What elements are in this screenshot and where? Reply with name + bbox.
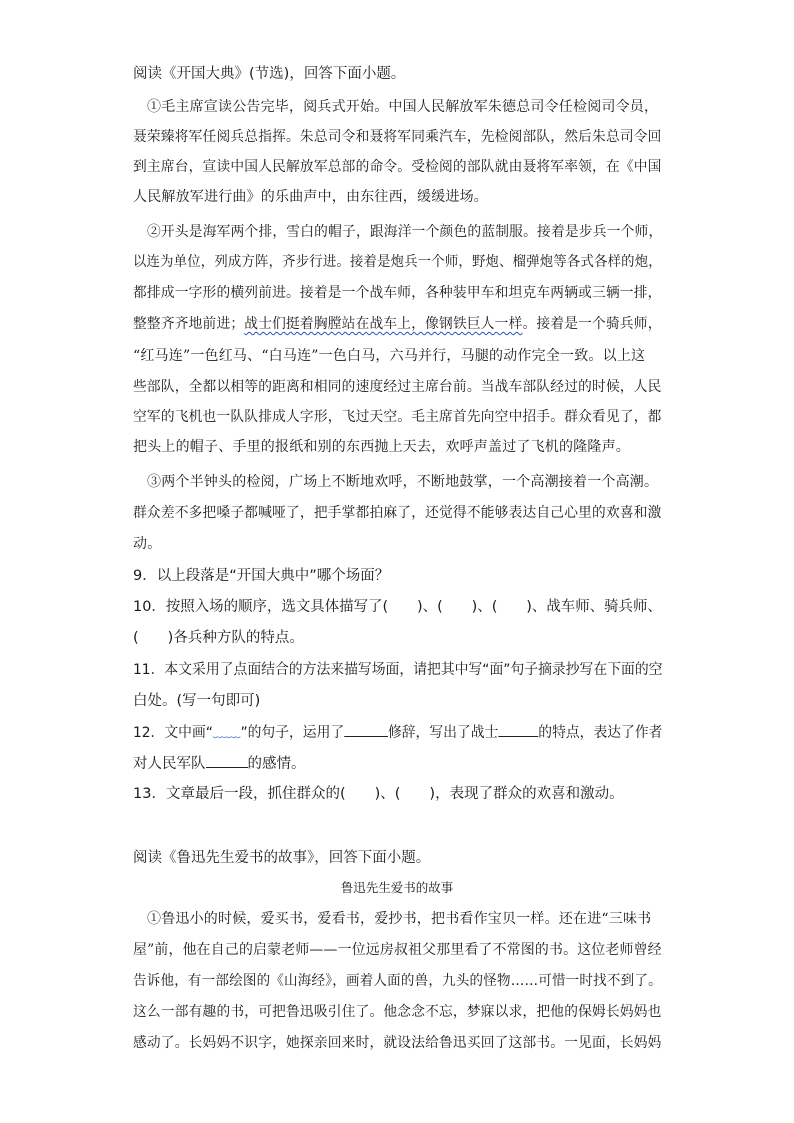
q12-part: 对人民军队 bbox=[133, 756, 206, 772]
passage1-p2-line: 都排成一字形的横列前进。接着是一个战车师，各种装甲车和坦克车两辆或三辆一排， bbox=[133, 285, 662, 301]
passage1-p2-line: 把头上的帽子、手里的报纸和别的东西抛上天去，欢呼声盖过了飞机的隆隆声。 bbox=[133, 439, 630, 455]
passage2-title: 鲁迅先生爱书的故事 bbox=[340, 880, 454, 895]
passage1-p3-line: 动。 bbox=[133, 536, 162, 552]
passage1-p2-line: ②开头是海军两个排，雪白的帽子，跟海洋一个颜色的蓝制服。接着是步兵一个师， bbox=[147, 224, 663, 240]
passage1-p2-line: 空军的飞机也一队队排成人字形，飞过天空。毛主席首先向空中招手。群众看见了，都 bbox=[133, 409, 662, 425]
passage1-p2-line4-pre: 整整齐齐地前进； bbox=[133, 316, 245, 332]
question-12-continued bbox=[133, 753, 306, 774]
answer-blank[interactable] bbox=[344, 722, 388, 737]
question-10: 10．按照入场的顺序，选文具体描写了( )、( )、( )、战车师、骑兵师、 bbox=[133, 599, 662, 615]
question-11-continued: 白处。(写一句即可) bbox=[133, 693, 261, 709]
passage1-p1-line: 到主席台，宣读中国人民解放军总部的命令。受检阅的部队就由聂将军率领，在《中国 bbox=[133, 159, 662, 175]
passage1-p3-line: ③两个半钟头的检阅，广场上不断地欢呼，不断地鼓掌，一个高潮接着一个高潮。 bbox=[147, 474, 659, 490]
q12-part: 的感情。 bbox=[247, 756, 306, 772]
question-10-continued: ( )各兵种方队的特点。 bbox=[133, 630, 304, 646]
q12-part: 的特点，表达了作者 bbox=[538, 725, 663, 741]
passage1-p2-line: “红马连”一色红马、“白马连”一色白马，六马并行，马腿的动作完全一致。以上这 bbox=[133, 348, 646, 364]
question-12 bbox=[133, 722, 662, 743]
wavy-underlined-sentence: 战士们挺着胸膛站在战车上，像钢铁巨人一样 bbox=[244, 316, 523, 332]
question-9: 9．以上段落是“开国大典中”哪个场面？ bbox=[133, 568, 390, 584]
q12-part: 12．文中画“ bbox=[133, 725, 213, 741]
passage1-intro: 阅读《开国大典》(节选)，回答下面小题。 bbox=[133, 66, 406, 82]
passage1-p2-line: 以连为单位，列成方阵，齐步行进。接着是炮兵一个师，野炮、榴弹炮等各式各样的炮， bbox=[133, 254, 662, 270]
passage2-p1-line: 感动了。长妈妈不识字，她探亲回来时，就设法给鲁迅买回了这部书。一见面，长妈妈 bbox=[133, 1035, 662, 1051]
wavy-line-symbol: ﹏﹏ bbox=[212, 725, 241, 741]
answer-blank[interactable] bbox=[498, 722, 538, 737]
passage1-p1-line: 人民解放军进行曲》的乐曲声中，由东往西，缓缓进场。 bbox=[133, 189, 488, 205]
passage2-p1-line: 这么一部有趣的书，可把鲁迅吸引住了。他念念不忘，梦寐以求，把他的保姆长妈妈也 bbox=[133, 1004, 662, 1020]
passage1-p2-line: 些部队，全都以相等的距离和相同的速度经过主席台前。当战车部队经过的时候，人民 bbox=[133, 379, 662, 395]
answer-blank[interactable] bbox=[206, 753, 248, 768]
passage2-intro: 阅读《鲁迅先生爱书的故事》，回答下面小题。 bbox=[133, 850, 431, 866]
question-11: 11．本文采用了点面结合的方法来描写场面，请把其中写“面”句子摘录抄写在下面的空 bbox=[133, 662, 663, 678]
passage1-p1-line: 聂荣臻将军任阅兵总指挥。朱总司令和聂将军同乘汽车，先检阅部队，然后朱总司令回 bbox=[133, 129, 662, 145]
q12-part: ”的句子，运用了 bbox=[240, 725, 345, 741]
passage1-p3-line: 群众差不多把嗓子都喊哑了，把手掌都拍麻了，还觉得不能够表达自己心里的欢喜和激 bbox=[133, 505, 662, 521]
passage1-p2-line4-post: 。接着是一个骑兵师， bbox=[522, 316, 662, 332]
passage1-p2-line-with-wavy bbox=[133, 314, 662, 334]
q12-part: 修辞，写出了战士 bbox=[387, 725, 499, 741]
passage2-p1-line: 告诉他，有一部绘图的《山海经》，画着人面的兽，九头的怪物……可惜一时找不到了。 bbox=[133, 973, 662, 989]
question-13: 13．文章最后一段，抓住群众的( )、( )，表现了群众的欢喜和激动。 bbox=[133, 786, 624, 802]
passage2-p1-line: ①鲁迅小的时候，爱买书，爱看书，爱抄书，把书看作宝贝一样。还在进“三味书 bbox=[147, 911, 652, 927]
passage2-p1-line: 屋”前，他在自己的启蒙老师——一位远房叔祖父那里看了不常图的书。这位老师曾经 bbox=[133, 942, 662, 958]
passage1-p1-line: ①毛主席宣读公告完毕，阅兵式开始。中国人民解放军朱德总司令任检阅司令员， bbox=[147, 99, 659, 115]
